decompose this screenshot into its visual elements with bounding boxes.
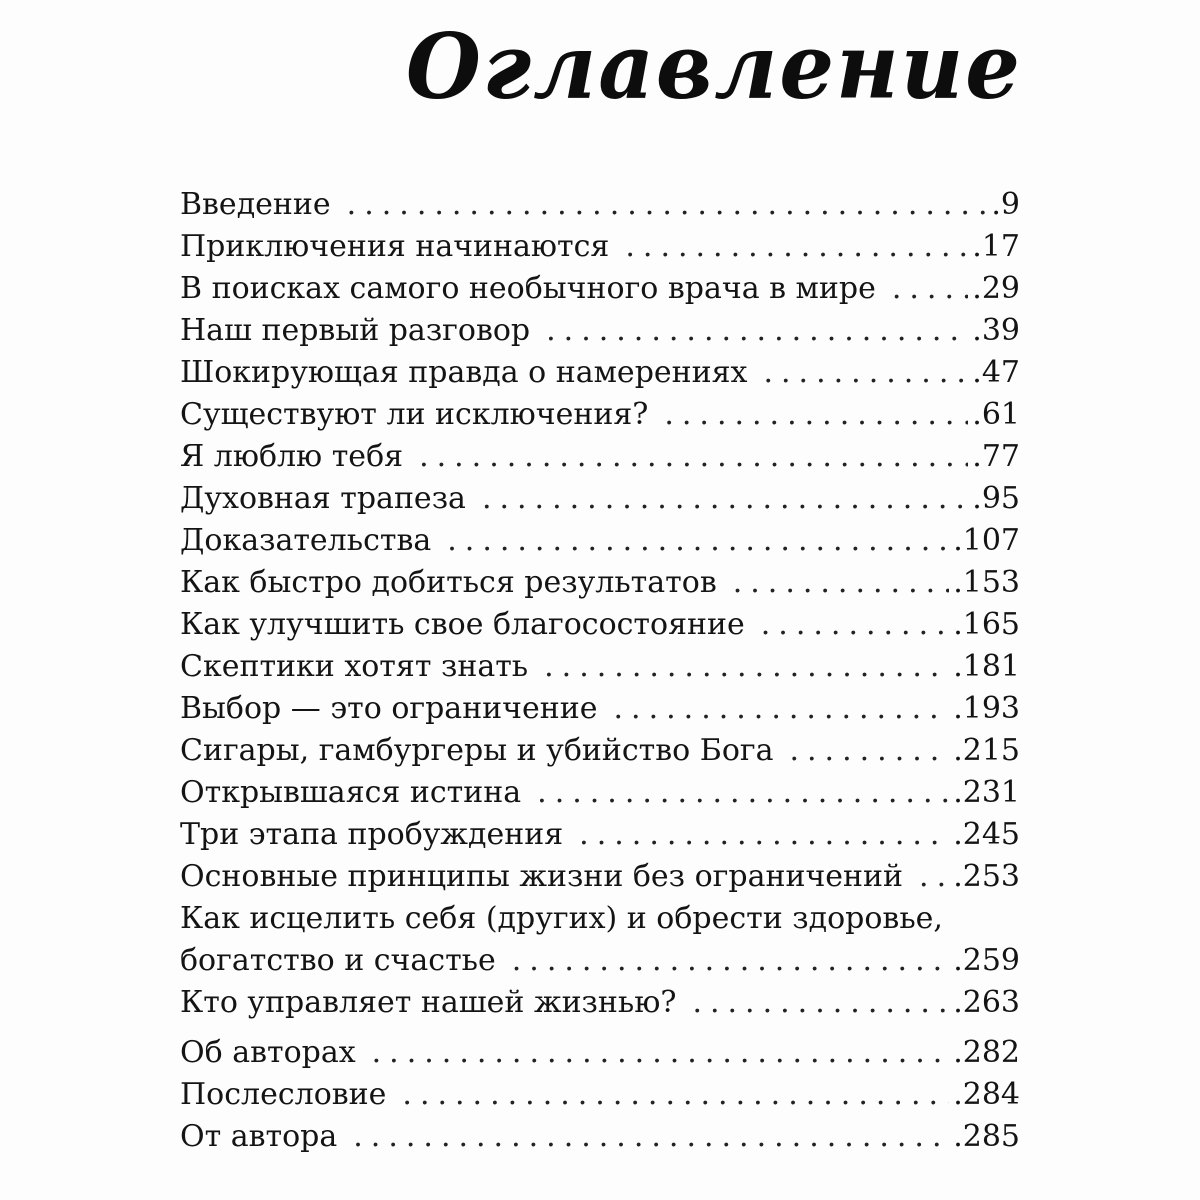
toc-entry	[180, 352, 1020, 394]
toc-entry-page: .285	[953, 1119, 1020, 1154]
toc-entry-title: Введение	[180, 187, 331, 222]
toc-entry-title: Шокирующая правда о намерениях	[180, 355, 748, 390]
toc-entry-page: .9	[991, 187, 1020, 222]
dot-leader	[664, 394, 968, 436]
toc-entry	[180, 394, 1020, 436]
toc-entry-page: .231	[953, 775, 1020, 810]
dot-leader	[761, 604, 949, 646]
toc-entry	[180, 604, 1020, 646]
toc-entry-page: .165	[953, 607, 1020, 642]
toc-entry	[180, 1074, 1020, 1116]
toc-entry-page: .39	[972, 313, 1020, 348]
toc-entry-multiline	[180, 898, 1020, 982]
dot-leader	[419, 436, 968, 478]
toc-entry	[180, 562, 1020, 604]
toc-entry	[180, 436, 1020, 478]
toc-entry	[180, 310, 1020, 352]
toc-entry-page: .61	[972, 397, 1020, 432]
dot-leader	[625, 226, 968, 268]
dot-leader	[789, 730, 949, 772]
toc-entry-title: Открывшаяся истина	[180, 775, 522, 810]
toc-entry-title: Скептики хотят знать	[180, 649, 529, 684]
toc-entry-title-line2: богатство и счастье	[180, 943, 496, 978]
toc-entry-line	[180, 898, 1020, 940]
toc-entry	[180, 730, 1020, 772]
table-of-contents	[180, 184, 1020, 1158]
toc-entry-page: .77	[972, 439, 1020, 474]
dot-leader	[892, 268, 968, 310]
dot-leader	[402, 1074, 949, 1116]
toc-entry-page: .215	[953, 733, 1020, 768]
toc-entry-title: Послесловие	[180, 1077, 387, 1112]
toc-entry-line	[180, 940, 1020, 982]
toc-entry-title: Доказательства	[180, 523, 432, 558]
toc-entry	[180, 646, 1020, 688]
toc-entry-page: .263	[953, 985, 1020, 1020]
toc-entry-page: .29	[972, 271, 1020, 306]
toc-entry-title: Выбор — это ограничение	[180, 691, 598, 726]
dot-leader	[537, 772, 949, 814]
dot-leader	[372, 1032, 950, 1074]
dot-leader	[763, 352, 968, 394]
toc-entry-page: .253	[953, 859, 1020, 894]
dot-leader	[482, 478, 968, 520]
toc-entry-page: .47	[972, 355, 1020, 390]
dot-leader	[733, 562, 949, 604]
toc-entry-page: .193	[953, 691, 1020, 726]
toc-entry	[180, 478, 1020, 520]
toc-entry	[180, 814, 1020, 856]
dot-leader	[512, 940, 949, 982]
toc-entry-title: Как улучшить свое благосостояние	[180, 607, 745, 642]
dot-leader	[919, 856, 949, 898]
dot-leader	[353, 1116, 949, 1158]
dot-leader	[544, 646, 949, 688]
toc-entry-title: Наш первый разговор	[180, 313, 531, 348]
toc-entry	[180, 688, 1020, 730]
toc-entry	[180, 856, 1020, 898]
toc-entry-page: .259	[953, 943, 1020, 978]
toc-entry-title: Приключения начинаются	[180, 229, 610, 264]
toc-entry	[180, 1116, 1020, 1158]
dot-leader	[546, 310, 968, 352]
toc-entry-page: .282	[953, 1035, 1020, 1070]
toc-entry-page: .95	[972, 481, 1020, 516]
toc-entry-page: .153	[953, 565, 1020, 600]
toc-entry-page: .107	[953, 523, 1020, 558]
toc-entry-title: Существуют ли исключения?	[180, 397, 649, 432]
dot-leader	[347, 184, 988, 226]
dot-leader	[447, 520, 949, 562]
toc-entry	[180, 226, 1020, 268]
toc-entry-title: В поисках самого необычного врача в мире	[180, 271, 876, 306]
dot-leader	[692, 982, 949, 1024]
toc-entry-title: Основные принципы жизни без ограничений	[180, 859, 904, 894]
toc-entry-title: От автора	[180, 1119, 338, 1154]
toc-entry-title: Я люблю тебя	[180, 439, 404, 474]
toc-entry-title: Как быстро добиться результатов	[180, 565, 717, 600]
toc-entry-title: Кто управляет нашей жизнью?	[180, 985, 677, 1020]
toc-entry-title: Три этапа пробуждения	[180, 817, 564, 852]
toc-entry-page: .181	[953, 649, 1020, 684]
toc-entry-title: Об авторах	[180, 1035, 356, 1070]
toc-entry	[180, 1032, 1020, 1074]
page-title: Оглавление	[405, 13, 1022, 120]
toc-entry	[180, 268, 1020, 310]
toc-entry	[180, 772, 1020, 814]
toc-entry-page: .284	[953, 1077, 1020, 1112]
toc-entry	[180, 982, 1020, 1024]
dot-leader	[579, 814, 949, 856]
toc-entry	[180, 520, 1020, 562]
toc-entry-title: Сигары, гамбургеры и убийство Бога	[180, 733, 774, 768]
dot-leader	[614, 688, 950, 730]
toc-entry-page: .245	[953, 817, 1020, 852]
toc-entry-title-line1: Как исцелить себя (других) и обрести здоровье,	[180, 901, 943, 936]
toc-entry-page: .17	[972, 229, 1020, 264]
toc-entry	[180, 184, 1020, 226]
toc-entry-title: Духовная трапеза	[180, 481, 466, 516]
